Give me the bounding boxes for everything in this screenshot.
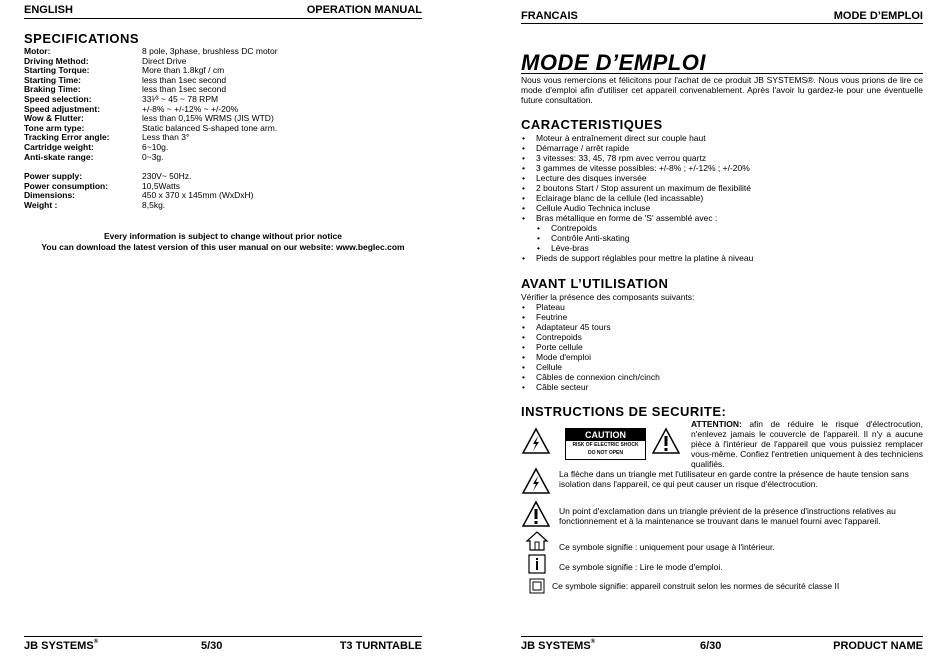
spec-key: Tone arm type:	[24, 122, 85, 133]
spec-row	[24, 181, 422, 191]
fleche-paragraph: La flèche dans un triangle met l'utilisateur en garde contre la présence de haute tension sans isolation dans l'appareil, ce qui peut causer un risque d'électrocution.	[559, 469, 909, 489]
list-item: • Porte cellule	[521, 342, 660, 352]
caution-line2: DO NOT OPEN	[587, 450, 623, 456]
spec-row	[24, 152, 422, 162]
list-item: • Eclairage blanc de la cellule (led incassable)	[521, 193, 753, 203]
spec-value: 0~3g.	[142, 151, 164, 162]
spec-value: less than 0,15% WRMS (JIS WTD)	[142, 113, 274, 124]
right-footer-brand: JB SYSTEMS®	[521, 639, 596, 652]
caution-title: CAUTION	[566, 429, 645, 441]
spec-key: Cartridge weight:	[24, 142, 94, 152]
right-header-lang: FRANCAIS	[521, 10, 578, 22]
class-ii-paragraph: Ce symbole signifie: appareil construit selon les normes de sécurité classe II	[552, 581, 840, 591]
spec-key: Power consumption:	[24, 180, 109, 191]
spec-value: 8,5kg.	[142, 199, 166, 210]
list-item: • Pieds de support réglables pour mettre la platine à niveau	[521, 253, 753, 263]
attention-paragraph: ATTENTION: afin de réduire le risque d'électrocution, n'enlevez jamais le couvercle de l'appareil. Il n'y a aucune pièce à l'intérieur de l'appareil que vous puissiez remplacer vous-même. Confiez l'entretien uniquement à des techniciens qualifiés.	[691, 419, 923, 469]
left-header	[24, 4, 422, 18]
right-header-rule	[521, 23, 923, 24]
list-item: • Moteur à entraînement direct sur couple haut	[521, 133, 753, 143]
left-header-rule	[24, 18, 422, 19]
spec-key: Power supply:	[24, 171, 83, 181]
mode-emploi-title: MODE D’EMPLOI	[521, 50, 706, 75]
list-item: • Câble secteur	[521, 382, 660, 392]
spec-value: 33¹⁄³ ~ 45 ~ 78 RPM	[142, 94, 219, 104]
left-page	[24, 0, 422, 659]
list-item: • Cellule	[521, 362, 660, 372]
spec-row	[24, 113, 422, 123]
list-item: • Cellule Audio Technica incluse	[521, 203, 753, 213]
caracteristiques-list	[521, 133, 753, 263]
list-item: • Câbles de connexion cinch/cinch	[521, 372, 660, 382]
spec-row	[24, 84, 422, 94]
list-item: • Feutrine	[521, 312, 660, 322]
avant-lead: Vérifier la présence des composants suivants:	[521, 292, 695, 302]
list-item: • Adaptateur 45 tours	[521, 322, 660, 332]
list-item: • Contrepoids	[521, 223, 753, 233]
spec-key: Starting Time:	[24, 74, 81, 85]
spec-key: Weight :	[24, 199, 58, 210]
list-item: • 2 boutons Start / Stop assurent un maximum de flexibilité	[521, 183, 753, 193]
list-item: • Bras métallique en forme de 'S' assemblé avec :	[521, 213, 753, 223]
spec-row	[24, 94, 422, 104]
spec-key: Tracking Error angle:	[24, 132, 110, 143]
exclamation-paragraph: Un point d'exclamation dans un triangle prévient de la présence d'instructions relatives au fonctionnement et à la maintenance se trouvant dans le manuel fourni avec l'appareil.	[559, 506, 896, 526]
spec-row	[24, 46, 422, 56]
left-header-title: OPERATION MANUAL	[306, 4, 422, 16]
caracteristiques-heading: CARACTERISTIQUES	[521, 117, 663, 132]
spec-row	[24, 171, 422, 181]
spec-row	[24, 190, 422, 200]
spec-row	[24, 75, 422, 85]
spec-value: 230V~ 50Hz.	[142, 171, 192, 181]
list-item: • Démarrage / arrêt rapide	[521, 143, 753, 153]
read-manual-paragraph: Ce symbole signifie : Lire le mode d'emploi.	[559, 562, 723, 572]
spec-value: 450 x 370 x 145mm (WxDxH)	[142, 190, 254, 201]
spec-key: Driving Method:	[24, 55, 89, 66]
spec-key: Speed selection:	[24, 94, 92, 104]
spec-value: 6~10g.	[142, 142, 169, 152]
left-header-lang: ENGLISH	[24, 4, 73, 16]
spec-key: Braking Time:	[24, 84, 81, 95]
list-item: • Lecture des disques inversée	[521, 173, 753, 183]
exclamation-icon	[521, 500, 551, 528]
spec-row	[24, 65, 422, 75]
list-item: • Mode d'emploi	[521, 352, 660, 362]
title-rule	[521, 73, 923, 74]
spec-key: Motor:	[24, 46, 51, 56]
spec-row	[24, 132, 422, 142]
right-page	[521, 0, 923, 659]
caution-line1: RISK OF ELECTRIC SHOCK	[572, 442, 639, 448]
caution-label	[565, 428, 646, 460]
spec-row	[24, 123, 422, 133]
indoor-use-icon	[525, 530, 549, 552]
spec-value: Direct Drive	[142, 55, 187, 66]
spec-value: 10,5Watts	[142, 180, 180, 191]
spec-value: +/-8% ~ +/-12% ~ +/-20%	[142, 103, 239, 114]
left-footer-rule	[24, 636, 422, 637]
spec-row	[24, 56, 422, 66]
high-voltage-icon	[521, 427, 551, 455]
spec-value: less than 1sec second	[142, 74, 227, 85]
spec-row	[24, 142, 422, 152]
right-footer-product: PRODUCT NAME	[833, 640, 923, 652]
spec-key: Starting Torque:	[24, 65, 90, 76]
spec-row	[24, 200, 422, 210]
spec-key: Wow & Flutter:	[24, 113, 84, 124]
exclamation-icon	[651, 427, 681, 455]
spec-value: Static balanced S-shaped tone arm.	[142, 122, 278, 133]
left-footer-product: T3 TURNTABLE	[339, 640, 422, 652]
left-footer-brand: JB SYSTEMS®	[24, 639, 99, 652]
intro-paragraph: Nous vous remercions et félicitons pour l'achat de ce produit JB SYSTEMS®. Nous vous prions de lire ce mode d'emploi afin d'utiliser cet appareil convenablement. Après l'avoir lu gardez-le pour une éventuelle future consultation.	[521, 75, 923, 105]
specifications-heading: SPECIFICATIONS	[24, 31, 140, 46]
indoor-paragraph: Ce symbole signifie : uniquement pour usage à l'intérieur.	[559, 542, 775, 552]
read-manual-icon	[527, 553, 549, 575]
right-footer-rule	[521, 636, 923, 637]
class-ii-icon	[529, 578, 545, 594]
spec-value: More than 1.8kgf / cm	[142, 65, 225, 76]
list-item: • Contrepoids	[521, 332, 660, 342]
right-header-title: MODE D’EMPLOI	[833, 10, 923, 22]
spec-row	[24, 104, 422, 114]
spec-key: Dimensions:	[24, 190, 76, 201]
left-footer-page: 5/30	[201, 640, 223, 652]
notice-change: Every information is subject to change without prior notice	[103, 231, 343, 241]
avant-utilisation-heading: AVANT L’UTILISATION	[521, 276, 669, 291]
notice-download: You can download the latest version of this user manual on our website: www.beglec.com	[41, 242, 405, 252]
spec-key: Speed adjustment:	[24, 103, 101, 114]
list-item: • Lève-bras	[521, 243, 753, 253]
securite-heading: INSTRUCTIONS DE SECURITE:	[521, 404, 727, 419]
spec-key: Anti-skate range:	[24, 151, 94, 162]
list-item: • 3 gammes de vitesse possibles: +/-8% ; +/-12% ; +/-20%	[521, 163, 753, 173]
avant-list	[521, 302, 660, 392]
list-item: • 3 vitesses: 33, 45, 78 rpm avec verrou quartz	[521, 153, 753, 163]
spec-value: 8 pole, 3phase, brushless DC motor	[142, 46, 278, 56]
list-item: • Contrôle Anti-skating	[521, 233, 753, 243]
list-item: • Plateau	[521, 302, 660, 312]
spec-value: less than 1sec second	[142, 84, 227, 95]
right-header	[521, 10, 923, 24]
high-voltage-icon	[521, 467, 551, 495]
spec-value: Less than 3°	[142, 132, 190, 143]
right-footer-page: 6/30	[700, 640, 722, 652]
